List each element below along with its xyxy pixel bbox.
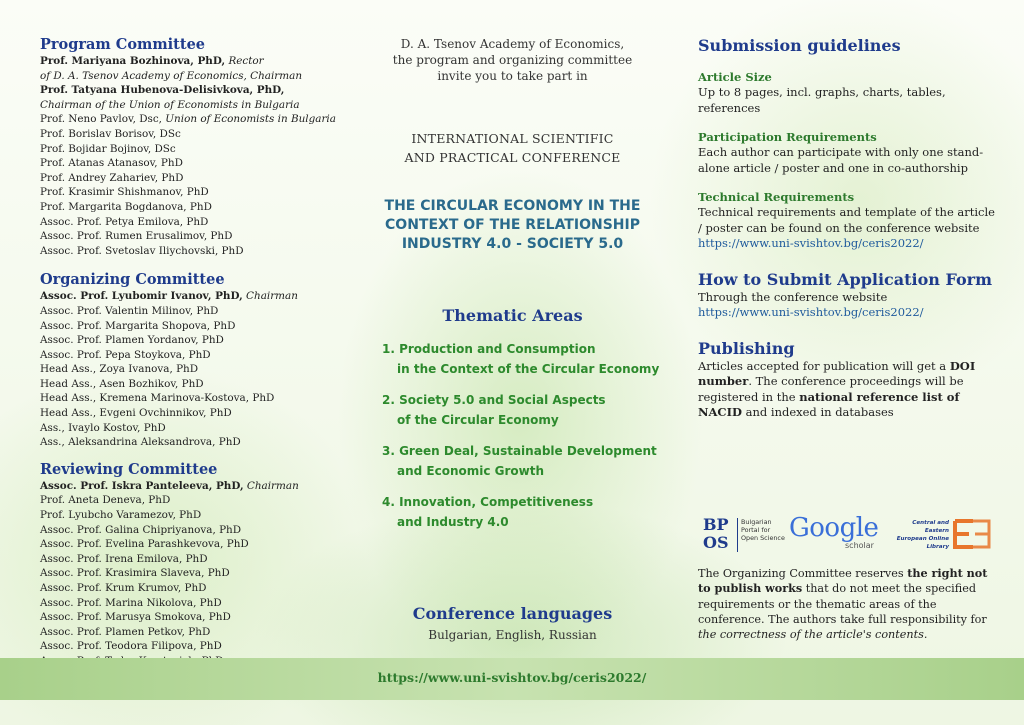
member-name: Assoc. Prof. Lyubomir Ivanov, PhD, [40, 290, 243, 303]
committee-member [40, 435, 350, 450]
committee-member [40, 523, 350, 538]
member-name: Assoc. Prof. Rumen Erusalimov, PhD [40, 230, 233, 243]
reserve-bold: the right not to publish works [698, 566, 988, 596]
footer-band [0, 658, 1024, 700]
article-size-heading: Article Size [698, 70, 772, 84]
publishing-title: Publishing [698, 338, 795, 358]
program-committee-list [40, 54, 350, 258]
member-name: Assoc. Prof. Plamen Petkov, PhD [40, 625, 211, 638]
ceeol-mark-icon [951, 517, 993, 551]
member-name: Assoc. Prof. Krasimira Slaveva, PhD [40, 567, 230, 580]
committee-member [40, 552, 350, 567]
member-name: Prof. Lyubcho Varamezov, PhD [40, 509, 202, 522]
member-name: Assoc. Prof. Krum Krumov, PhD [40, 582, 207, 594]
member-name: Prof. Atanas Atanasov, PhD [40, 157, 183, 170]
committee-member [40, 83, 350, 98]
member-name: Assoc. Prof. Plamen Yordanov, PhD [40, 334, 224, 347]
ceeol-caption: Central and Eastern European Online Library [896, 520, 949, 550]
how-to-submit-text: Through the conference website [698, 289, 888, 304]
conf-type-line: AND PRACTICAL CONFERENCE [404, 150, 621, 165]
member-name: Assoc. Prof. Svetoslav Iliychovski, PhD [40, 244, 244, 257]
conf-type-line: INTERNATIONAL SCIENTIFIC [411, 131, 614, 146]
title-line: THE CIRCULAR ECONOMY IN THE [384, 198, 641, 214]
member-name: Ass., Ivaylo Kostov, PhD [40, 421, 166, 434]
reserve-italic: the correctness of the article's contents. [698, 628, 928, 642]
committee-member [40, 304, 350, 319]
bpos-logo-text: BP OS [703, 515, 729, 552]
conference-type [360, 129, 665, 167]
doi-number: DOI number [698, 358, 976, 388]
bpos-logo-caption: Bulgarian Portal for Open Science [741, 518, 785, 542]
bpos-divider [737, 518, 738, 552]
member-role: Chairman of the Union of Economists in Bulgaria [40, 98, 300, 111]
publishing-text-part: and indexed in databases [745, 405, 894, 419]
conference-languages: Bulgarian, English, Russian [428, 628, 597, 642]
committee-member [40, 244, 350, 259]
member-name: Assoc. Prof. Galina Chipriyanova, PhD [40, 523, 242, 536]
member-name: Assoc. Prof. Teodora Filipova, PhD [40, 640, 222, 653]
member-name: Assoc. Prof. Petya Emilova, PhD [40, 215, 209, 228]
committee-member [40, 406, 350, 421]
technical-link[interactable]: https://www.uni-svishtov.bg/ceris2022/ [698, 236, 924, 250]
thematic-area-line: and Industry 4.0 [397, 515, 509, 529]
committee-member [40, 289, 350, 304]
committee-member [40, 566, 350, 581]
invite-line: D. A. Tsenov Academy of Economics, [400, 37, 625, 51]
how-to-submit-link[interactable]: https://www.uni-svishtov.bg/ceris2022/ [698, 305, 924, 319]
committees-column [40, 0, 350, 669]
thematic-area [382, 441, 665, 481]
member-name: Prof. Bojidar Bojinov, DSc [40, 142, 176, 155]
committee-member [40, 171, 350, 186]
member-name: Assoc. Prof. Pepa Stoykova, PhD [40, 348, 211, 361]
committee-member [40, 98, 350, 113]
ceeol-logo[interactable] [895, 517, 993, 555]
committee-member [40, 625, 350, 640]
committee-member [40, 362, 350, 377]
committee-member [40, 377, 350, 392]
submission-guidelines-title: Submission guidelines [698, 36, 901, 55]
title-line: CONTEXT OF THE RELATIONSHIP [385, 217, 640, 233]
thematic-area-line: 3. Green Deal, Sustainable Development [382, 444, 657, 458]
footer-website-link[interactable]: https://www.uni-svishtov.bg/ceris2022/ [377, 670, 647, 685]
member-name: Prof. Margarita Bogdanova, PhD [40, 200, 212, 213]
thematic-area [382, 339, 665, 379]
member-name: Prof. Aneta Deneva, PhD [40, 494, 171, 507]
committee-member [40, 333, 350, 348]
member-name: Prof. Neno Pavlov, Dsc, [40, 113, 162, 126]
member-name: Assoc. Prof. Evelina Parashkevova, PhD [40, 538, 249, 551]
committee-member [40, 319, 350, 334]
member-name: Head Ass., Evgeni Ovchinnikov, PhD [40, 407, 232, 420]
committee-member [40, 537, 350, 552]
member-role: Union of Economists in Bulgaria [165, 113, 336, 126]
committee-member [40, 348, 350, 363]
member-role: Rector [228, 55, 264, 67]
committee-member [40, 508, 350, 523]
thematic-area-line: 4. Innovation, Competitiveness [382, 495, 594, 509]
reviewing-committee-list [40, 479, 350, 669]
committee-member [40, 54, 350, 69]
participation-heading: Participation Requirements [698, 130, 877, 144]
committee-member [40, 596, 350, 611]
scholar-text: scholar [845, 541, 874, 550]
how-to-submit-title: How to Submit Application Form [698, 269, 993, 289]
committee-member [40, 581, 350, 596]
technical-heading: Technical Requirements [698, 190, 855, 204]
member-name: Assoc. Prof. Irena Emilova, PhD [40, 552, 208, 565]
reserve-text [698, 566, 994, 642]
member-name: Head Ass., Kremena Marinova-Kostova, PhD [40, 392, 275, 405]
member-name: Assoc. Prof. Marina Nikolova, PhD [40, 596, 222, 609]
committee-member [40, 142, 350, 157]
conference-languages-title: Conference languages [412, 604, 613, 623]
reserve-text-part: that do not meet the specified requirements or the thematic areas of the conference. The authors take full responsibility for [698, 582, 987, 626]
member-name: Head Ass., Zoya Ivanova, PhD [40, 363, 199, 376]
thematic-area [382, 492, 665, 532]
publishing-text-part: . The conference proceedings will be registered in the [698, 374, 964, 404]
invite-line: invite you to take part in [437, 69, 588, 83]
thematic-areas-title: Thematic Areas [442, 306, 583, 325]
committee-member [40, 479, 350, 494]
google-scholar-logo[interactable] [789, 513, 889, 557]
member-role: Chairman [246, 290, 298, 303]
member-role: Chairman [246, 479, 299, 492]
title-line: INDUSTRY 4.0 - SOCIETY 5.0 [401, 236, 624, 252]
committee-member [40, 493, 350, 508]
committee-member [40, 156, 350, 171]
member-name: Ass., Aleksandrina Aleksandrova, PhD [40, 436, 241, 449]
member-name: Prof. Tatyana Hubenova-Delisivkova, PhD, [40, 84, 285, 97]
committee-member [40, 127, 350, 142]
reviewing-committee-title: Reviewing Committee [40, 460, 218, 478]
member-name: Head Ass., Asen Bozhikov, PhD [40, 377, 204, 390]
committee-member [40, 112, 350, 127]
thematic-area [382, 390, 665, 430]
committee-member [40, 69, 350, 84]
committee-member [40, 391, 350, 406]
member-name: Assoc. Prof. Valentin Milinov, PhD [40, 304, 219, 317]
member-name: Prof. Krasimir Shishmanov, PhD [40, 186, 209, 199]
committee-member [40, 215, 350, 230]
article-size-text: Up to 8 pages, incl. graphs, charts, tables, references [698, 85, 946, 115]
organizing-committee-list [40, 289, 350, 450]
member-name: Assoc. Prof. Margarita Shopova, PhD [40, 319, 236, 332]
member-name: Prof. Andrey Zahariev, PhD [40, 171, 184, 184]
google-logo-text: Google [789, 513, 879, 543]
invitation-text [360, 36, 665, 84]
committee-member [40, 200, 350, 215]
conference-title [360, 197, 665, 254]
member-role: of D. A. Tsenov Academy of Economics, Chairman [40, 69, 303, 82]
reserve-text-part: The Organizing Committee reserves [698, 567, 904, 580]
program-committee-title: Program Committee [40, 36, 206, 53]
indexing-logos [703, 513, 993, 557]
publishing-text-part: Articles accepted for publication will get a [698, 358, 947, 373]
committee-member [40, 229, 350, 244]
thematic-area-line: and Economic Growth [397, 464, 545, 478]
thematic-area-line: 2. Society 5.0 and Social Aspects [382, 393, 606, 407]
publishing-text [698, 359, 994, 421]
committee-member [40, 639, 350, 654]
committee-member [40, 421, 350, 436]
nacid-list: national reference list of NACID [698, 389, 960, 419]
organizing-committee-title: Organizing Committee [40, 271, 225, 289]
committee-member [40, 185, 350, 200]
invite-line: the program and organizing committee [392, 53, 633, 67]
technical-text: Technical requirements and template of the article / poster can be found on the conference website [698, 205, 995, 235]
thematic-area-line: in the Context of the Circular Economy [397, 362, 660, 376]
member-name: Prof. Mariyana Bozhinova, PhD, [40, 55, 226, 67]
bpos-logo[interactable] [703, 516, 783, 556]
member-name: Assoc. Prof. Marusya Smokova, PhD [40, 611, 231, 624]
participation-text: Each author can participate with only one stand-alone article / poster and one in co-authorship [698, 145, 984, 175]
committee-member [40, 610, 350, 625]
thematic-area-line: of the Circular Economy [397, 413, 559, 427]
member-name: Assoc. Prof. Iskra Panteleeva, PhD, [40, 479, 244, 492]
thematic-area-line: 1. Production and Consumption [382, 342, 596, 356]
conference-column [360, 0, 665, 642]
thematic-areas-list [382, 339, 665, 532]
member-name: Prof. Borislav Borisov, DSc [40, 127, 181, 140]
